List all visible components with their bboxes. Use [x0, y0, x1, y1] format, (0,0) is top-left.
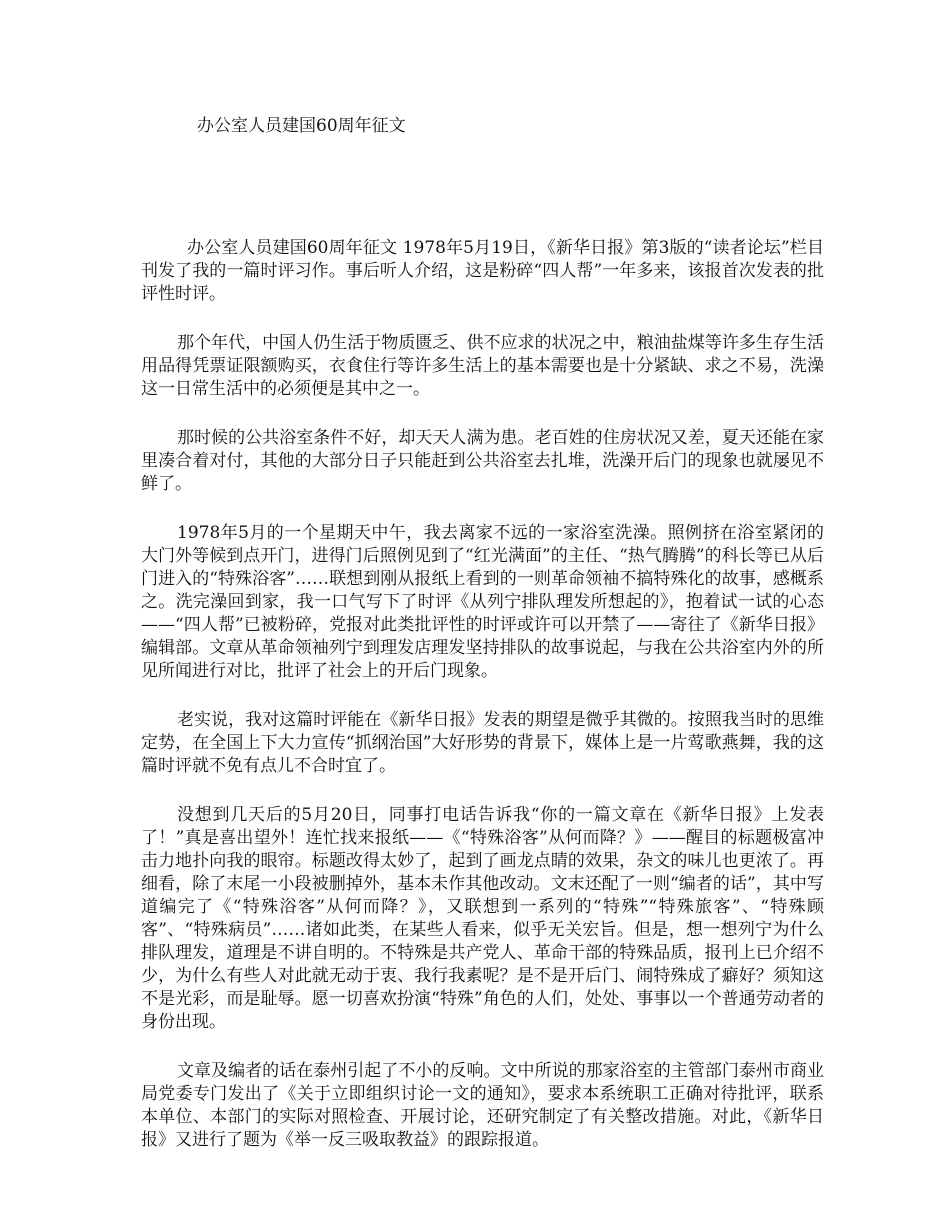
- paragraph-6: 没想到几天后的5月20日，同事打电话告诉我“你的一篇文章在《新华日报》上发表了！”真是喜出望外！连忙找来报纸——《“特殊浴客”从何而降？》——醒目的标题极富冲击力地扑向我的眼帘。标题改得太妙了，起到了画龙点睛的效果，杂文的味儿也更浓了。再细看，除了末尾一小段被删掉外，基本未作其他改动。文末还配了一则“编者的话”，其中写道编完了《“特殊浴客”从何而降？》，又联想到一系列的“特殊”“特殊旅客”、“特殊顾客”、“特殊病员”……诸如此类，在某些人看来，似乎无关宏旨。但是，想一想列宁为什么排队理发，道理是不讲自明的。不特殊是共产党人、革命干部的特殊品质，报刊上已介绍不少，为什么有些人对此就无动于衷、我行我素呢？是不是开后门、闹特殊成了癖好？须知这不是光彩，而是耻辱。愿一切喜欢扮演“特殊”角色的人们，处处、事事以一个普通劳动者的身份出现。: [141, 805, 824, 1032]
- document-title: 办公室人员建国60周年征文: [197, 116, 406, 136]
- paragraph-5: 老实说，我对这篇时评能在《新华日报》发表的期望是微乎其微的。按照我当时的思维定势，在全国上下大力宣传“抓纲治国”大好形势的背景下，媒体上是一片莺歌燕舞，我的这篇时评就不免有点儿不合时宜了。: [141, 710, 824, 776]
- paragraph-3: 那时候的公共浴室条件不好，却天天人满为患。老百姓的住房状况又差，夏天还能在家里凑合着对付，其他的大部分日子只能赶到公共浴室去扎堆，洗澡开后门的现象也就屡见不鲜了。: [141, 428, 824, 494]
- paragraph-1: 办公室人员建国60周年征文 1978年5月19日，《新华日报》第3版的“读者论坛”栏目刊发了我的一篇时评习作。事后听人介绍，这是粉碎“四人帮”一年多来，该报首次发表的批评性时评。: [141, 238, 824, 304]
- paragraph-4: 1978年5月的一个星期天中午，我去离家不远的一家浴室洗澡。照例挤在浴室紧闭的大门外等候到点开门，进得门后照例见到了“红光满面”的主任、“热气腾腾”的科长等已从后门进入的“特殊浴客”……联想到刚从报纸上看到的一则革命领袖不搞特殊化的故事，感概系之。洗完澡回到家，我一口气写下了时评《从列宁排队理发所想起的》，抱着试一试的心态——“四人帮”已被粉碎，党报对此类批评性的时评或许可以开禁了——寄往了《新华日报》编辑部。文章从革命领袖列宁到理发店理发坚持排队的故事说起，与我在公共浴室内外的所见所闻进行对比，批评了社会上的开后门现象。: [141, 523, 824, 681]
- article-body: [141, 237, 824, 1178]
- paragraph-2: 那个年代，中国人仍生活于物质匮乏、供不应求的状况之中，粮油盐煤等许多生存生活用品得凭票证限额购买，衣食住行等许多生活上的基本需要也是十分紧缺、求之不易，洗澡这一日常生活中的必须便是其中之一。: [141, 333, 824, 399]
- paragraph-7: 文章及编者的话在泰州引起了不小的反响。文中所说的那家浴室的主管部门泰州市商业局党委专门发出了《关于立即组织讨论一文的通知》，要求本系统职工正确对待批评，联系本单位、本部门的实际对照检查、开展讨论，还研究制定了有关整改措施。对此，《新华日报》又进行了题为《举一反三吸取教益》的跟踪报道。: [141, 1061, 824, 1150]
